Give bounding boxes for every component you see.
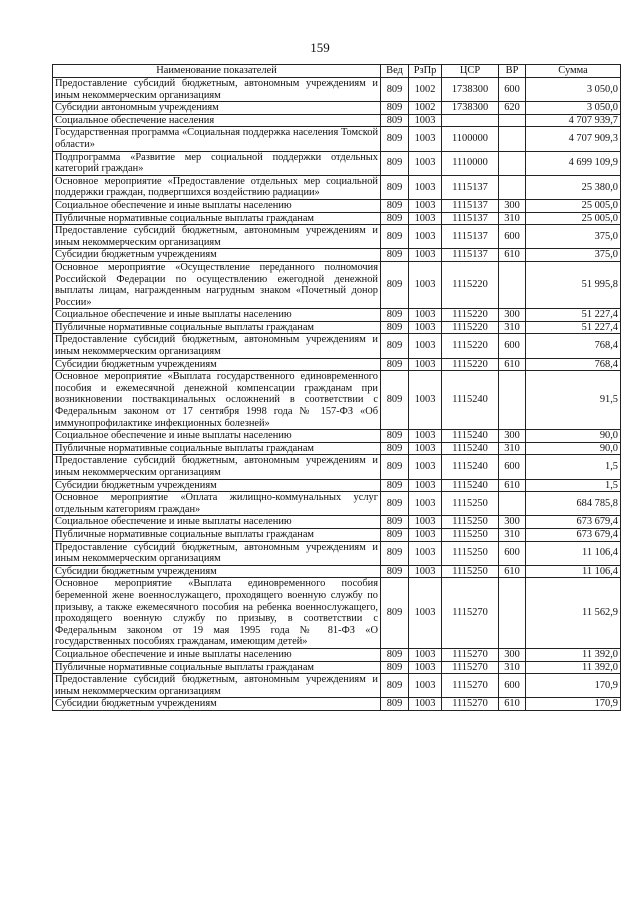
cell-csr: 1115270 bbox=[442, 648, 499, 661]
cell-rzpr: 1003 bbox=[409, 479, 442, 492]
table-header bbox=[53, 65, 621, 78]
cell-ved: 809 bbox=[381, 455, 409, 479]
cell-name: Социальное обеспечение населения bbox=[53, 114, 381, 127]
cell-ved: 809 bbox=[381, 261, 409, 308]
cell-sum: 11 106,4 bbox=[526, 565, 621, 578]
cell-csr: 1115240 bbox=[442, 455, 499, 479]
table-row bbox=[53, 648, 621, 661]
table-row bbox=[53, 492, 621, 516]
cell-csr: 1115220 bbox=[442, 358, 499, 371]
cell-sum: 91,5 bbox=[526, 371, 621, 430]
cell-vr bbox=[499, 261, 526, 308]
cell-ved: 809 bbox=[381, 371, 409, 430]
cell-vr: 310 bbox=[499, 661, 526, 674]
cell-vr: 300 bbox=[499, 648, 526, 661]
cell-sum: 170,9 bbox=[526, 698, 621, 711]
cell-sum: 375,0 bbox=[526, 225, 621, 249]
cell-ved: 809 bbox=[381, 479, 409, 492]
table-row bbox=[53, 261, 621, 308]
cell-rzpr: 1003 bbox=[409, 334, 442, 358]
table-row bbox=[53, 528, 621, 541]
cell-csr: 1110000 bbox=[442, 151, 499, 175]
cell-vr: 620 bbox=[499, 102, 526, 115]
table-row bbox=[53, 479, 621, 492]
cell-rzpr: 1003 bbox=[409, 516, 442, 529]
cell-name: Предоставление субсидий бюджетным, автономным учреждениям и иным некоммерческим организациям bbox=[53, 334, 381, 358]
cell-ved: 809 bbox=[381, 492, 409, 516]
cell-sum: 673 679,4 bbox=[526, 516, 621, 529]
cell-name: Субсидии бюджетным учреждениям bbox=[53, 479, 381, 492]
cell-rzpr: 1003 bbox=[409, 358, 442, 371]
cell-ved: 809 bbox=[381, 102, 409, 115]
cell-ved: 809 bbox=[381, 78, 409, 102]
cell-name: Предоставление субсидий бюджетным, автономным учреждениям и иным некоммерческим организациям bbox=[53, 225, 381, 249]
cell-csr: 1115220 bbox=[442, 309, 499, 322]
cell-rzpr: 1003 bbox=[409, 528, 442, 541]
header-ved: Вед bbox=[381, 65, 409, 78]
header-rzpr: РзПр bbox=[409, 65, 442, 78]
cell-csr: 1115137 bbox=[442, 199, 499, 212]
table-row bbox=[53, 661, 621, 674]
cell-vr bbox=[499, 492, 526, 516]
table-row bbox=[53, 516, 621, 529]
cell-ved: 809 bbox=[381, 516, 409, 529]
cell-sum: 11 392,0 bbox=[526, 661, 621, 674]
cell-name: Основное мероприятие «Выплата единовременного пособия беременной жене военнослужащего, проходящего военную службу по призыву, а также ежемесячного пособия на ребенка военнослужащего, проходящего военную службу по призыву, в соответствии с Федеральным законом от 19 мая 1995 года № 81-ФЗ «О государственных пособиях гражданам, имеющим детей» bbox=[53, 578, 381, 649]
table-row bbox=[53, 212, 621, 225]
table-row bbox=[53, 455, 621, 479]
cell-rzpr: 1003 bbox=[409, 430, 442, 443]
table-row bbox=[53, 358, 621, 371]
cell-csr: 1115220 bbox=[442, 321, 499, 334]
cell-sum: 51 995,8 bbox=[526, 261, 621, 308]
cell-sum: 1,5 bbox=[526, 479, 621, 492]
table-row bbox=[53, 249, 621, 262]
cell-rzpr: 1002 bbox=[409, 78, 442, 102]
header-csr: ЦСР bbox=[442, 65, 499, 78]
cell-name: Субсидии автономным учреждениям bbox=[53, 102, 381, 115]
cell-sum: 4 707 909,3 bbox=[526, 127, 621, 151]
cell-name: Субсидии бюджетным учреждениям bbox=[53, 698, 381, 711]
cell-vr bbox=[499, 578, 526, 649]
cell-sum: 11 562,9 bbox=[526, 578, 621, 649]
table-row bbox=[53, 78, 621, 102]
cell-sum: 25 380,0 bbox=[526, 175, 621, 199]
cell-rzpr: 1002 bbox=[409, 102, 442, 115]
cell-sum: 90,0 bbox=[526, 430, 621, 443]
cell-vr: 310 bbox=[499, 528, 526, 541]
cell-vr: 300 bbox=[499, 199, 526, 212]
cell-csr: 1115240 bbox=[442, 430, 499, 443]
cell-sum: 4 707 939,7 bbox=[526, 114, 621, 127]
cell-sum: 51 227,4 bbox=[526, 309, 621, 322]
header-name: Наименование показателей bbox=[53, 65, 381, 78]
cell-csr: 1115250 bbox=[442, 565, 499, 578]
cell-vr: 310 bbox=[499, 442, 526, 455]
cell-vr bbox=[499, 127, 526, 151]
cell-vr: 610 bbox=[499, 698, 526, 711]
page-number: 159 bbox=[310, 40, 330, 55]
cell-name: Социальное обеспечение и иные выплаты населению bbox=[53, 516, 381, 529]
cell-name: Государственная программа «Социальная поддержка населения Томской области» bbox=[53, 127, 381, 151]
table-row bbox=[53, 225, 621, 249]
cell-csr: 1115250 bbox=[442, 528, 499, 541]
cell-rzpr: 1003 bbox=[409, 321, 442, 334]
cell-csr: 1115270 bbox=[442, 578, 499, 649]
cell-rzpr: 1003 bbox=[409, 175, 442, 199]
cell-csr bbox=[442, 114, 499, 127]
cell-ved: 809 bbox=[381, 334, 409, 358]
cell-ved: 809 bbox=[381, 212, 409, 225]
cell-name: Предоставление субсидий бюджетным, автономным учреждениям и иным некоммерческим организациям bbox=[53, 78, 381, 102]
cell-rzpr: 1003 bbox=[409, 127, 442, 151]
cell-name: Социальное обеспечение и иные выплаты населению bbox=[53, 648, 381, 661]
cell-name: Субсидии бюджетным учреждениям bbox=[53, 249, 381, 262]
cell-name: Публичные нормативные социальные выплаты гражданам bbox=[53, 442, 381, 455]
cell-ved: 809 bbox=[381, 199, 409, 212]
header-row bbox=[53, 65, 621, 78]
cell-csr: 1115137 bbox=[442, 249, 499, 262]
cell-vr: 600 bbox=[499, 674, 526, 698]
cell-sum: 3 050,0 bbox=[526, 78, 621, 102]
cell-name: Социальное обеспечение и иные выплаты населению bbox=[53, 309, 381, 322]
cell-ved: 809 bbox=[381, 698, 409, 711]
table-row bbox=[53, 698, 621, 711]
cell-ved: 809 bbox=[381, 114, 409, 127]
cell-sum: 375,0 bbox=[526, 249, 621, 262]
cell-vr: 610 bbox=[499, 358, 526, 371]
cell-ved: 809 bbox=[381, 321, 409, 334]
cell-rzpr: 1003 bbox=[409, 249, 442, 262]
cell-name: Субсидии бюджетным учреждениям bbox=[53, 565, 381, 578]
cell-vr: 300 bbox=[499, 516, 526, 529]
cell-rzpr: 1003 bbox=[409, 442, 442, 455]
cell-name: Предоставление субсидий бюджетным, автономным учреждениям и иным некоммерческим организациям bbox=[53, 674, 381, 698]
cell-rzpr: 1003 bbox=[409, 674, 442, 698]
cell-name: Предоставление субсидий бюджетным, автономным учреждениям и иным некоммерческим организациям bbox=[53, 455, 381, 479]
cell-sum: 25 005,0 bbox=[526, 199, 621, 212]
table-row bbox=[53, 674, 621, 698]
cell-csr: 1115240 bbox=[442, 371, 499, 430]
cell-rzpr: 1003 bbox=[409, 648, 442, 661]
cell-ved: 809 bbox=[381, 225, 409, 249]
cell-name: Основное мероприятие «Осуществление переданного полномочия Российской Федерации по осуществлению ежегодной денежной выплаты лицам, награжденным нагрудным знаком «Почетный донор России» bbox=[53, 261, 381, 308]
table-row bbox=[53, 321, 621, 334]
cell-sum: 51 227,4 bbox=[526, 321, 621, 334]
cell-sum: 170,9 bbox=[526, 674, 621, 698]
cell-sum: 11 106,4 bbox=[526, 541, 621, 565]
cell-name: Предоставление субсидий бюджетным, автономным учреждениям и иным некоммерческим организациям bbox=[53, 541, 381, 565]
cell-rzpr: 1003 bbox=[409, 309, 442, 322]
table-row bbox=[53, 114, 621, 127]
cell-rzpr: 1003 bbox=[409, 492, 442, 516]
header-vr: ВР bbox=[499, 65, 526, 78]
cell-sum: 4 699 109,9 bbox=[526, 151, 621, 175]
cell-csr: 1115270 bbox=[442, 661, 499, 674]
cell-vr bbox=[499, 114, 526, 127]
cell-name: Социальное обеспечение и иные выплаты населению bbox=[53, 199, 381, 212]
cell-csr: 1738300 bbox=[442, 78, 499, 102]
table-row bbox=[53, 578, 621, 649]
cell-rzpr: 1003 bbox=[409, 151, 442, 175]
table-row bbox=[53, 309, 621, 322]
budget-table bbox=[52, 64, 621, 711]
cell-vr: 600 bbox=[499, 455, 526, 479]
cell-sum: 768,4 bbox=[526, 358, 621, 371]
cell-ved: 809 bbox=[381, 674, 409, 698]
cell-ved: 809 bbox=[381, 358, 409, 371]
cell-csr: 1115250 bbox=[442, 492, 499, 516]
cell-rzpr: 1003 bbox=[409, 261, 442, 308]
cell-name: Публичные нормативные социальные выплаты гражданам bbox=[53, 321, 381, 334]
cell-sum: 11 392,0 bbox=[526, 648, 621, 661]
table-row bbox=[53, 541, 621, 565]
cell-ved: 809 bbox=[381, 430, 409, 443]
cell-csr: 1115137 bbox=[442, 175, 499, 199]
cell-vr: 610 bbox=[499, 565, 526, 578]
cell-name: Подпрограмма «Развитие мер социальной поддержки отдельных категорий граждан» bbox=[53, 151, 381, 175]
table-row bbox=[53, 102, 621, 115]
cell-name: Основное мероприятие «Оплата жилищно-коммунальных услуг отдельным категориям граждан» bbox=[53, 492, 381, 516]
cell-csr: 1115240 bbox=[442, 479, 499, 492]
cell-rzpr: 1003 bbox=[409, 698, 442, 711]
table-row bbox=[53, 430, 621, 443]
cell-csr: 1738300 bbox=[442, 102, 499, 115]
cell-rzpr: 1003 bbox=[409, 565, 442, 578]
cell-rzpr: 1003 bbox=[409, 541, 442, 565]
cell-ved: 809 bbox=[381, 528, 409, 541]
cell-csr: 1115220 bbox=[442, 261, 499, 308]
cell-csr: 1115250 bbox=[442, 541, 499, 565]
header-sum: Сумма bbox=[526, 65, 621, 78]
table-row bbox=[53, 199, 621, 212]
table-row bbox=[53, 151, 621, 175]
cell-rzpr: 1003 bbox=[409, 455, 442, 479]
cell-vr: 300 bbox=[499, 309, 526, 322]
cell-ved: 809 bbox=[381, 309, 409, 322]
cell-name: Публичные нормативные социальные выплаты гражданам bbox=[53, 661, 381, 674]
cell-csr: 1115250 bbox=[442, 516, 499, 529]
cell-sum: 684 785,8 bbox=[526, 492, 621, 516]
cell-name: Публичные нормативные социальные выплаты гражданам bbox=[53, 528, 381, 541]
cell-sum: 25 005,0 bbox=[526, 212, 621, 225]
cell-ved: 809 bbox=[381, 442, 409, 455]
cell-ved: 809 bbox=[381, 249, 409, 262]
cell-csr: 1115220 bbox=[442, 334, 499, 358]
cell-ved: 809 bbox=[381, 661, 409, 674]
cell-ved: 809 bbox=[381, 175, 409, 199]
cell-name: Социальное обеспечение и иные выплаты населению bbox=[53, 430, 381, 443]
cell-vr: 610 bbox=[499, 479, 526, 492]
cell-vr: 310 bbox=[499, 212, 526, 225]
table-row bbox=[53, 442, 621, 455]
cell-rzpr: 1003 bbox=[409, 114, 442, 127]
cell-name: Субсидии бюджетным учреждениям bbox=[53, 358, 381, 371]
cell-vr: 600 bbox=[499, 225, 526, 249]
cell-rzpr: 1003 bbox=[409, 578, 442, 649]
cell-rzpr: 1003 bbox=[409, 371, 442, 430]
table-row bbox=[53, 127, 621, 151]
cell-ved: 809 bbox=[381, 578, 409, 649]
cell-rzpr: 1003 bbox=[409, 225, 442, 249]
cell-sum: 673 679,4 bbox=[526, 528, 621, 541]
cell-name: Основное мероприятие «Выплата государственного единовременного пособия и ежемесячной денежной компенсации гражданам при возникновении поствакцинальных осложнений в соответствии с Федеральным законом от 17 сентября 1998 года № 157-ФЗ «Об иммунопрофилактике инфекционных болезней» bbox=[53, 371, 381, 430]
cell-vr bbox=[499, 151, 526, 175]
cell-sum: 768,4 bbox=[526, 334, 621, 358]
cell-sum: 90,0 bbox=[526, 442, 621, 455]
cell-rzpr: 1003 bbox=[409, 661, 442, 674]
cell-ved: 809 bbox=[381, 541, 409, 565]
cell-csr: 1115137 bbox=[442, 225, 499, 249]
cell-ved: 809 bbox=[381, 151, 409, 175]
cell-vr: 600 bbox=[499, 334, 526, 358]
cell-rzpr: 1003 bbox=[409, 212, 442, 225]
cell-name: Основное мероприятие «Предоставление отдельных мер социальной поддержки граждан, подвергшихся воздействию радиации» bbox=[53, 175, 381, 199]
cell-vr: 610 bbox=[499, 249, 526, 262]
cell-sum: 3 050,0 bbox=[526, 102, 621, 115]
cell-vr: 310 bbox=[499, 321, 526, 334]
cell-vr bbox=[499, 175, 526, 199]
table-row bbox=[53, 371, 621, 430]
cell-vr: 300 bbox=[499, 430, 526, 443]
cell-csr: 1115270 bbox=[442, 698, 499, 711]
cell-vr bbox=[499, 371, 526, 430]
table-row bbox=[53, 334, 621, 358]
table-row bbox=[53, 565, 621, 578]
table-body bbox=[53, 78, 621, 711]
cell-rzpr: 1003 bbox=[409, 199, 442, 212]
cell-csr: 1115270 bbox=[442, 674, 499, 698]
table-row bbox=[53, 175, 621, 199]
cell-name: Публичные нормативные социальные выплаты гражданам bbox=[53, 212, 381, 225]
cell-csr: 1115240 bbox=[442, 442, 499, 455]
cell-ved: 809 bbox=[381, 565, 409, 578]
cell-ved: 809 bbox=[381, 648, 409, 661]
cell-vr: 600 bbox=[499, 78, 526, 102]
cell-csr: 1115137 bbox=[442, 212, 499, 225]
cell-vr: 600 bbox=[499, 541, 526, 565]
cell-ved: 809 bbox=[381, 127, 409, 151]
cell-csr: 1100000 bbox=[442, 127, 499, 151]
cell-sum: 1,5 bbox=[526, 455, 621, 479]
